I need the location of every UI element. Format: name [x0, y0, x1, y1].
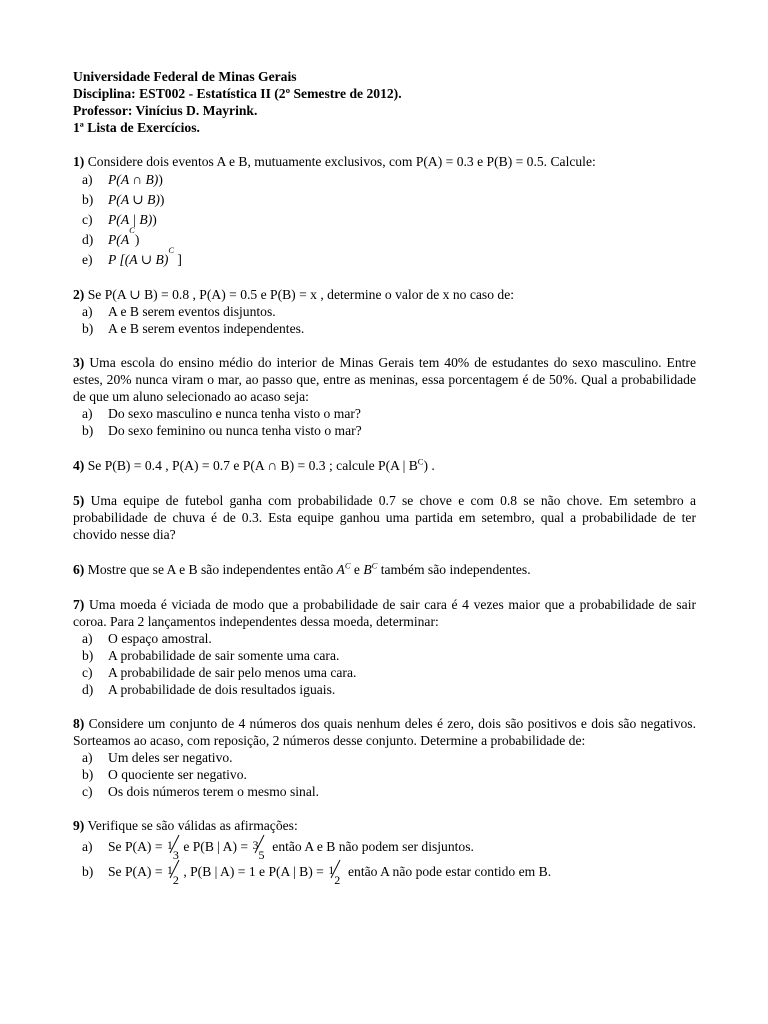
item-text: Um deles ser negativo. [108, 750, 233, 765]
item-text: P(A [108, 232, 130, 247]
item-label: b) [82, 767, 94, 782]
question-text: Uma escola do ensino médio do interior de Minas Gerais tem 40% de estudantes do sexo masculino. Entre estes, 20% nunca viram o mar, ao passo que, entre as meninas, essa porcentagem é de 50%. Qual a probabilidade de que um aluno selecionado ao acaso seja: [73, 355, 696, 404]
list-item [73, 749, 696, 766]
exercise-sheet [73, 68, 696, 887]
question-8 [73, 715, 696, 800]
item-text: Se P(A) = [108, 839, 163, 854]
item-label: a) [82, 750, 93, 765]
item-text: P(A | B) [108, 212, 153, 227]
item-text: A e B serem eventos disjuntos. [108, 304, 276, 319]
question-7 [73, 596, 696, 698]
question-number: 7) [73, 597, 85, 612]
question-5 [73, 492, 696, 543]
list-item [73, 766, 696, 783]
item-label: b) [82, 648, 94, 663]
item-text: O espaço amostral. [108, 631, 212, 646]
item-text: P(A ∩ B) [108, 172, 159, 187]
item-label: a) [82, 406, 93, 421]
item-text: então A não pode estar contido em B. [348, 864, 552, 879]
question-text: Verifique se são válidas as afirmações: [87, 818, 298, 833]
question-9 [73, 817, 696, 887]
question-number: 4) [73, 458, 85, 473]
item-text: P(A ∪ B) [108, 192, 160, 207]
fraction: 1 2 [166, 863, 180, 881]
item-text: , P(B | A) = 1 e P(A | B) = [183, 864, 324, 879]
question-6 [73, 561, 696, 578]
question-text: Considere um conjunto de 4 números dos quais nenhum deles é zero, dois são positivos e dois são negativos. Sorteamos ao acaso, com reposição, 2 números desse conjunto. Determine a probabilidade de: [73, 716, 696, 748]
item-label: c) [82, 665, 93, 680]
question-text: Se P(A ∪ B) = 0.8 , P(A) = 0.5 e P(B) = x , determine o valor de x no caso de: [87, 287, 515, 302]
list-item: e) P [(A ∪ B) C ] [73, 250, 696, 270]
item-label: a) [82, 839, 93, 854]
question-text-tail: ) . [423, 458, 435, 473]
item-text: então A e B não podem ser disjuntos. [272, 839, 474, 854]
list-item [73, 783, 696, 800]
question-text: Uma moeda é viciada de modo que a probabilidade de sair cara é 4 vezes maior que a probabilidade de sair coroa. Para 2 lançamentos independentes dessa moeda, determinar: [73, 597, 696, 629]
item-text: P [(A ∪ B) [108, 252, 169, 267]
item-label: d) [82, 682, 94, 697]
question-number: 5) [73, 493, 85, 508]
item-label: b) [82, 423, 94, 438]
item-text: A probabilidade de sair pelo menos uma cara. [108, 665, 357, 680]
item-text: e P(B | A) = [183, 839, 249, 854]
list-item [73, 834, 696, 862]
item-label: a) [82, 304, 93, 319]
list-item: a) P(A ∩ B) ) [73, 170, 696, 190]
item-text: Do sexo masculino e nunca tenha visto o mar? [108, 406, 361, 421]
list-item: d) P(A C ) [73, 230, 696, 250]
item-label: b) [82, 192, 94, 207]
question-2 [73, 286, 696, 337]
item-text: Do sexo feminino ou nunca tenha visto o mar? [108, 423, 362, 438]
list-item [73, 405, 696, 422]
item-text: A probabilidade de dois resultados iguais. [108, 682, 336, 697]
fraction: 3 5 [251, 838, 265, 856]
item-label: c) [82, 212, 93, 227]
question-text: Se P(B) = 0.4 , P(A) = 0.7 e P(A ∩ B) = 0.3 ; calcule P(A | B [87, 458, 418, 473]
item-label: c) [82, 784, 93, 799]
item-label: e) [82, 252, 93, 267]
item-label: b) [82, 864, 94, 879]
item-text: A e B serem eventos independentes. [108, 321, 305, 336]
item-label: a) [82, 631, 93, 646]
question-text-tail: também são independentes. [377, 562, 531, 577]
question-text: Mostre que se A e B são independentes então [87, 562, 337, 577]
conjunction: e [350, 562, 364, 577]
event-b: B [363, 562, 372, 577]
university-name: Universidade Federal de Minas Gerais [73, 69, 297, 84]
professor-line: Professor: Vinícius D. Mayrink. [73, 103, 258, 118]
item-text: O quociente ser negativo. [108, 767, 247, 782]
list-item: b) P(A ∪ B) ) [73, 190, 696, 210]
question-1 [73, 153, 696, 270]
list-item [73, 630, 696, 647]
question-number: 8) [73, 716, 85, 731]
list-item [73, 681, 696, 698]
question-number: 2) [73, 287, 85, 302]
list-item [73, 320, 696, 337]
question-text: Considere dois eventos A e B, mutuamente exclusivos, com P(A) = 0.3 e P(B) = 0.5. Calcule: [87, 154, 596, 169]
fraction: 1 3 [166, 838, 180, 856]
list-item [73, 664, 696, 681]
item-text: Se P(A) = [108, 864, 163, 879]
list-item [73, 422, 696, 439]
list-item [73, 647, 696, 664]
event-a: A [336, 562, 345, 577]
question-number: 3) [73, 355, 85, 370]
question-number: 1) [73, 154, 85, 169]
list-item [73, 303, 696, 320]
document-header [73, 68, 696, 136]
item-text: A probabilidade de sair somente uma cara. [108, 648, 340, 663]
fraction: 1 2 [327, 863, 341, 881]
question-number: 6) [73, 562, 85, 577]
complement-mark: C [344, 560, 351, 571]
question-4: 4) Se P(B) = 0.4 , P(A) = 0.7 e P(A ∩ B) = 0.3 ; calcule P(A | $B^C$) . [73, 456, 435, 473]
question-number: 9) [73, 818, 85, 833]
item-label: a) [82, 172, 93, 187]
list-item: c) P(A | B) ) [73, 210, 696, 230]
question-3 [73, 354, 696, 439]
item-label: b) [82, 321, 94, 336]
list-title: 1ª Lista de Exercícios. [73, 120, 200, 135]
course-line: Disciplina: EST002 - Estatística II (2º Semestre de 2012). [73, 86, 402, 101]
item-label: d) [82, 232, 94, 247]
question-text: Uma equipe de futebol ganha com probabilidade 0.7 se chove e com 0.8 se não chove. Em setembro a probabilidade de chuva é de 0.3. Esta equipe ganhou uma partida em setembro, qual a probabilidade de ter chovido nesse dia? [73, 493, 696, 542]
list-item [73, 859, 696, 887]
complement-mark: C [371, 560, 378, 571]
item-text: Os dois números terem o mesmo sinal. [108, 784, 320, 799]
